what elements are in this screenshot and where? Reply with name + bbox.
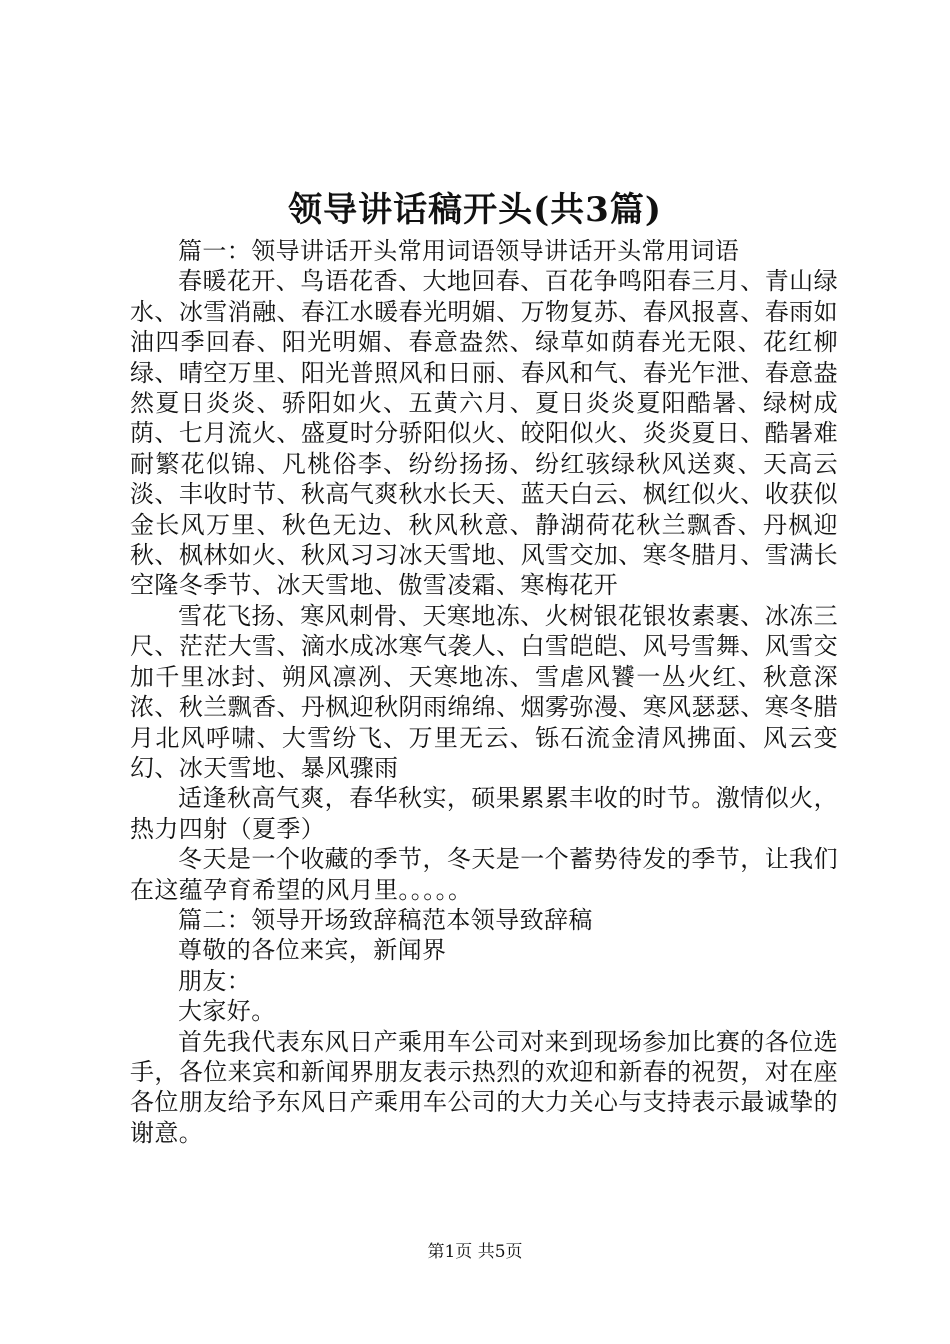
- page-footer: 第1页 共5页: [427, 1242, 523, 1262]
- paragraph: 篇一：领导讲话开头常用词语领导讲话开头常用词语: [178, 237, 740, 265]
- paragraph: 朋友：: [178, 966, 252, 995]
- paragraph: 篇二：领导开场致辞稿范本领导致辞稿: [178, 905, 593, 934]
- paragraph: 雪花飞扬、寒风刺骨、天寒地冻、火树银花银妆素裹、冰冻三尺、茫茫大雪、滴水成冰寒气袭人、白雪皑皑、风号雪舞、风雪交加千里冰封、朔风凛冽、天寒地冻、雪虐风饕一丛火红、秋意深浓、秋兰飘香、丹枫迎秋阴雨绵绵、烟雾弥漫、寒风瑟瑟、寒冬腊月北风呼啸、大雪纷飞、万里无云、铄石流金清风拂面、风云变幻、冰天雪地、暴风骤雨: [130, 601, 838, 782]
- paragraph: 首先我代表东风日产乘用车公司对来到现场参加比赛的各位选手，各位来宾和新闻界朋友表示热烈的欢迎和新春的祝贺，对在座各位朋友给予东风日产乘用车公司的大力关心与支持表示最诚挚的谢意。: [130, 1027, 838, 1147]
- paragraph: 大家好。: [178, 997, 276, 1026]
- paragraph: 尊敬的各位来宾，新闻界: [178, 936, 447, 965]
- document-body: [130, 236, 838, 1148]
- paragraph: 春暖花开、鸟语花香、大地回春、百花争鸣阳春三月、青山绿水、冰雪消融、春江水暖春光明媚、万物复苏、春风报喜、春雨如油四季回春、阳光明媚、春意盎然、绿草如荫春光无限、花红柳绿、晴空万里、阳光普照风和日丽、春风和气、春光乍泄、春意盎然夏日炎炎、骄阳如火、五黄六月、夏日炎炎夏阳酷暑、绿树成荫、七月流火、盛夏时分骄阳似火、皎阳似火、炎炎夏日、酷暑难耐繁花似锦、凡桃俗李、纷纷扬扬、纷红骇绿秋风送爽、天高云淡、丰收时节、秋高气爽秋水长天、蓝天白云、枫红似火、收获似金长风万里、秋色无边、秋风秋意、静湖荷花秋兰飘香、丹枫迎秋、枫林如火、秋风习习冰天雪地、风雪交加、寒冬腊月、雪满长空隆冬季节、冰天雪地、傲雪凌霜、寒梅花开: [130, 267, 838, 600]
- document-title: 领导讲话稿开头(共3篇): [288, 190, 662, 230]
- paragraph: 冬天是一个收藏的季节，冬天是一个蓄势待发的季节，让我们在这蕴孕育希望的风月里。。。。。: [130, 845, 838, 904]
- paragraph: 适逢秋高气爽，春华秋实，硕果累累丰收的时节。激情似火，热力四射（夏季）: [130, 784, 838, 843]
